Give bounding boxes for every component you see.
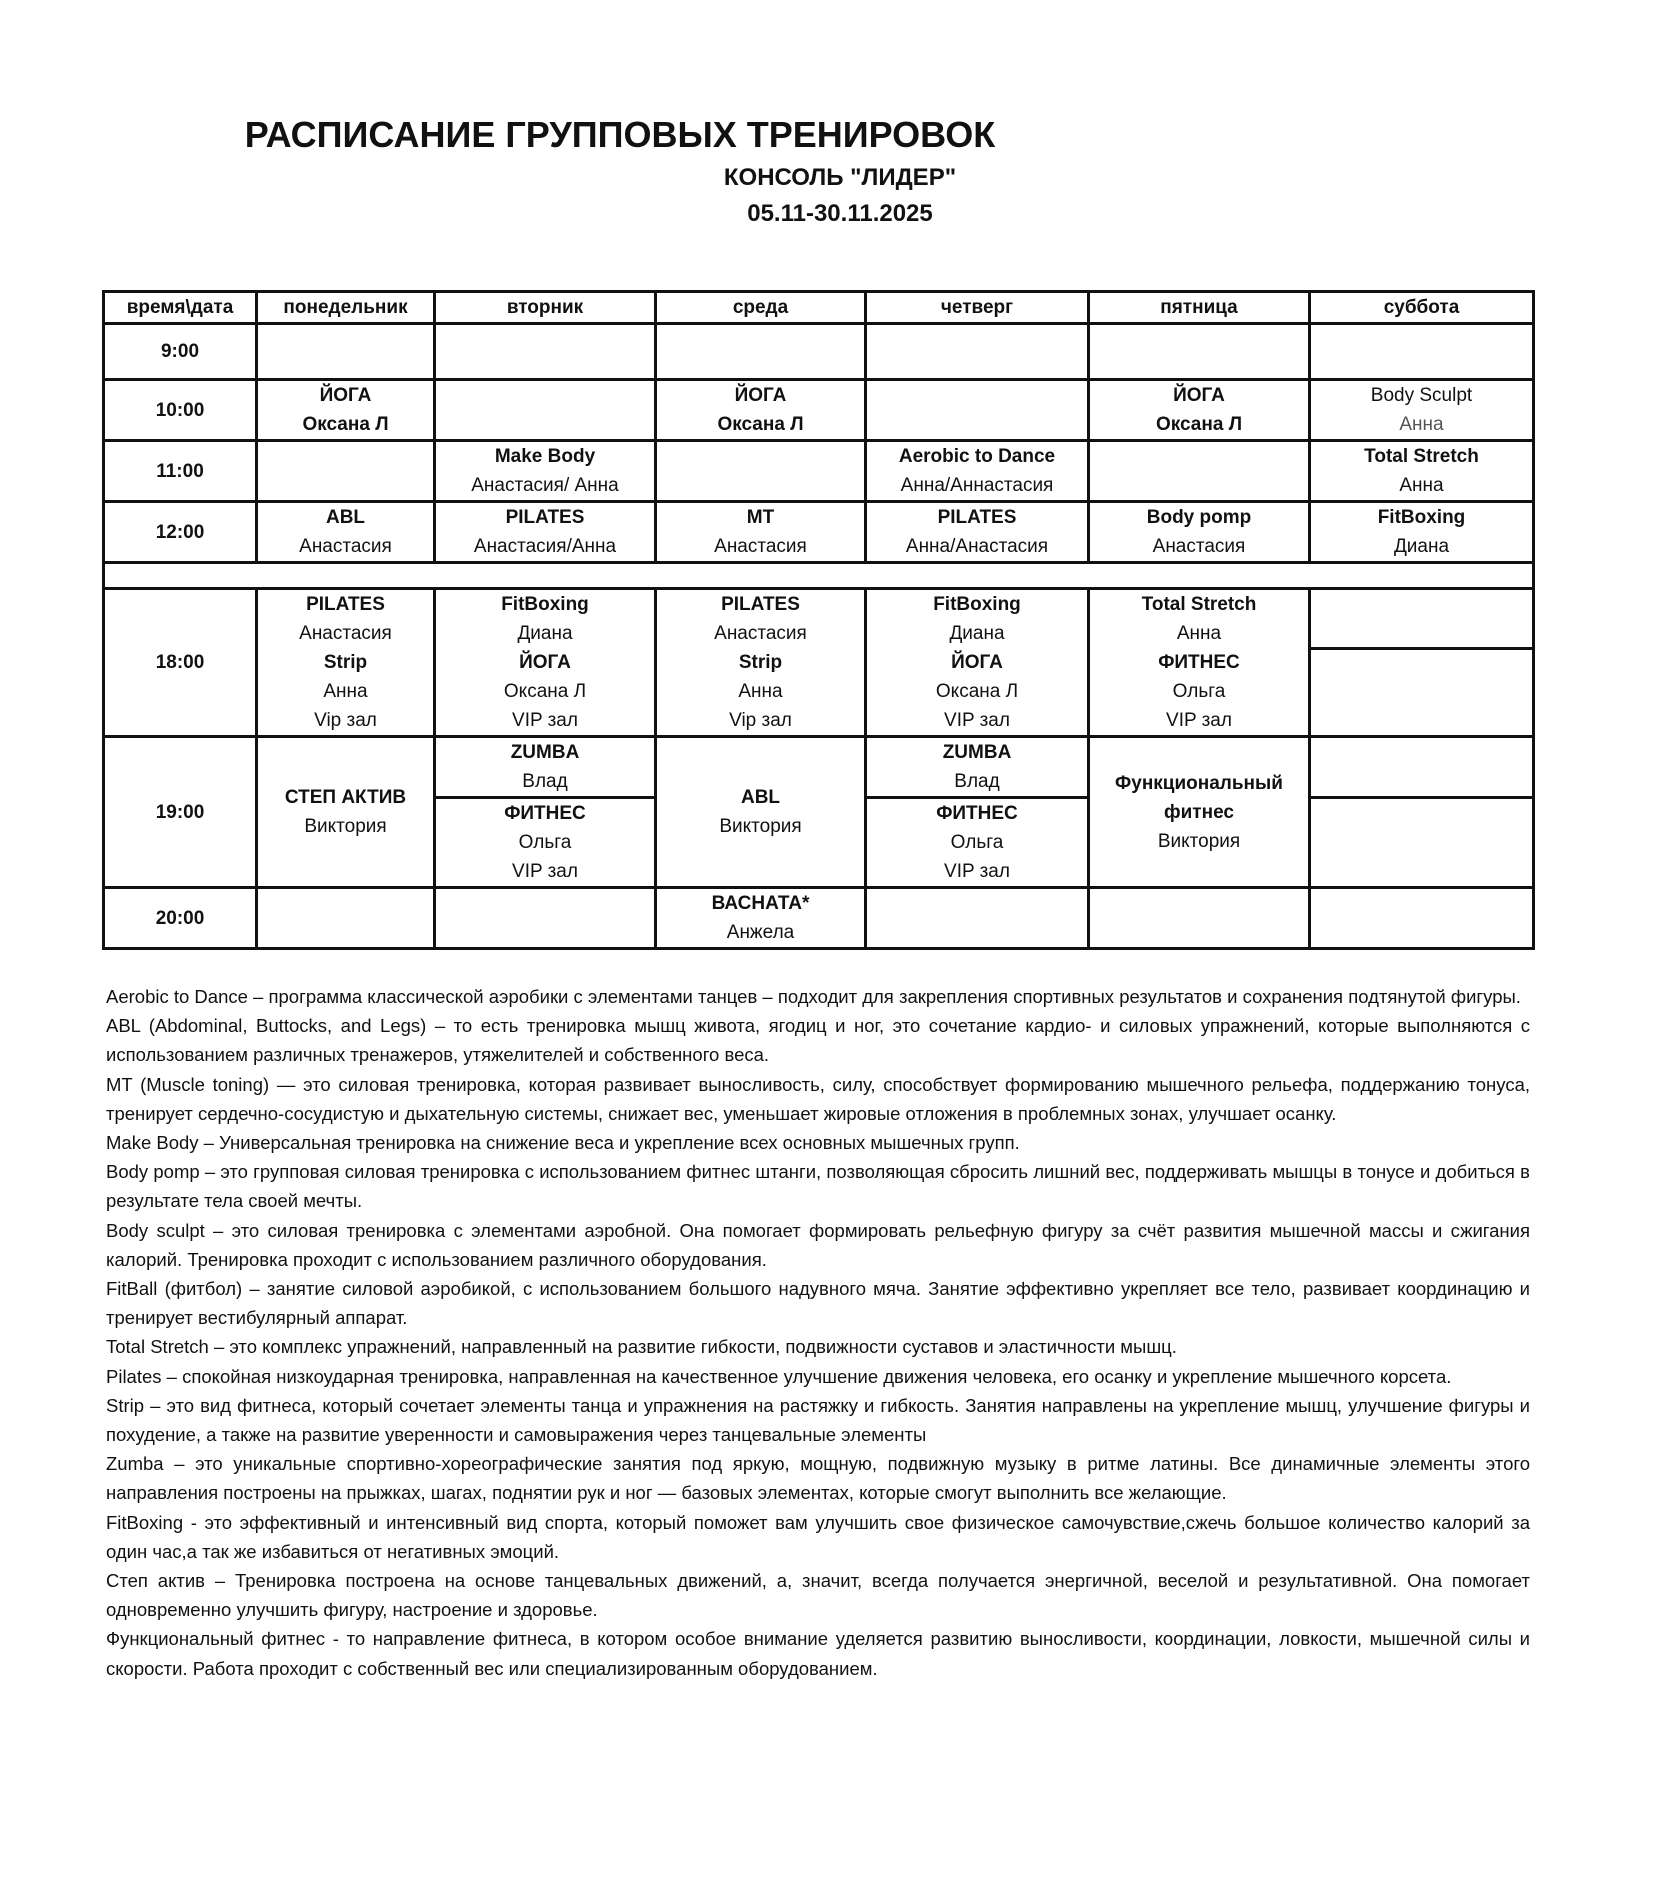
instructor: Оксана Л (1155, 414, 1243, 435)
description-paragraph: Pilates – спокойная низкоударная тренировка, направленная на качественное улучшение движения человека, его осанку и укрепление мышечного корсета. (106, 1365, 1452, 1387)
schedule-cell (435, 380, 656, 441)
time-cell: 18:00 (104, 589, 257, 737)
time-cell: 11:00 (104, 441, 257, 502)
page-title: РАСПИСАНИЕ ГРУППОВЫХ ТРЕНИРОВОК (244, 114, 996, 155)
schedule-cell (866, 737, 1089, 798)
schedule-cell (656, 441, 866, 502)
class-name: FitBoxing (501, 594, 589, 615)
schedule-cell (1310, 502, 1534, 563)
schedule-cell (656, 324, 866, 380)
instructor: Анастасия (714, 536, 807, 557)
instructor: Оксана Л (717, 414, 804, 435)
description-paragraph: Body pomp – это групповая силовая тренировка с использованием фитнес штанги, позволяющая сбросить лишний вес, поддерживать мышцы в тонусе и добиться в результате тела своей мечты. (106, 1161, 1530, 1212)
instructor: Анна/Анастасия (905, 536, 1049, 557)
schedule-cell (1089, 324, 1310, 380)
instructor: Анна (1176, 623, 1222, 644)
class-name: Body pomp (1146, 507, 1252, 528)
schedule-cell (656, 648, 866, 737)
class-name: Make Body (494, 446, 596, 467)
schedule-cell (866, 798, 1089, 888)
table-row (104, 441, 1534, 502)
schedule-cell (257, 324, 435, 380)
instructor: Виктория (304, 816, 387, 837)
time-cell: 10:00 (104, 380, 257, 441)
class-name: фитнес (1164, 801, 1234, 823)
class-name: Total Stretch (1364, 446, 1479, 467)
instructor: Оксана Л (935, 681, 1019, 702)
schedule-cell (656, 380, 866, 441)
schedule-cell (656, 589, 866, 649)
description-paragraph: Make Body – Универсальная тренировка на снижение веса и укрепление всех основных мышечных групп. (106, 1132, 1020, 1154)
room: VIP зал (1166, 710, 1232, 731)
instructor: Ольга (518, 832, 572, 853)
schedule-cell (257, 888, 435, 949)
instructor: Анастасия (299, 623, 392, 644)
schedule-cell (435, 589, 656, 649)
schedule-cell (1089, 502, 1310, 563)
schedule-cell (257, 737, 435, 888)
room: VIP зал (944, 710, 1010, 731)
table-row (104, 648, 1534, 737)
class-name: ВАСНАТА* (711, 893, 810, 914)
instructor: Анастасия (299, 536, 392, 557)
schedule-cell (866, 648, 1089, 737)
schedule-cell (1310, 648, 1534, 737)
class-name: ФИТНЕС (1158, 652, 1240, 673)
class-name: MT (746, 507, 775, 528)
schedule-cell (435, 441, 656, 502)
instructor: Анжела (726, 922, 795, 943)
schedule-cell (257, 589, 435, 649)
table-row (104, 380, 1534, 441)
class-name: Strip (738, 652, 783, 673)
class-name: PILATES (505, 507, 585, 528)
instructor: Анастасия/Анна (473, 536, 617, 557)
instructor: Диана (949, 623, 1005, 644)
schedule-cell (257, 441, 435, 502)
instructor: Диана (1393, 536, 1450, 557)
description-paragraph: Body sculpt – это силовая тренировка с элементами аэробной. Она помогает формировать рельефную фигуру за счёт развития мышечной массы и сжигания калорий. Тренировка проходит с использованием различного оборудования. (106, 1219, 1530, 1270)
instructor: Анастасия (1152, 536, 1246, 557)
schedule-cell (1089, 589, 1310, 649)
schedule-cell (1310, 737, 1534, 798)
schedule-cell (1089, 648, 1310, 737)
description-paragraph: Aerobic to Dance – программа классической аэробики с элементами танцев – подходит для закрепления спортивных результатов и сохранения подтянутой фигуры. (106, 986, 1521, 1007)
schedule-cell (1310, 441, 1534, 502)
schedule-cell (866, 324, 1089, 380)
class-name: PILATES (306, 594, 385, 615)
instructor: Анна (1399, 475, 1444, 496)
column-header: понедельник (257, 292, 435, 324)
description-paragraph: Zumba – это уникальные спортивно-хореографические занятия под яркую, мощную, подвижную музыку в ритме латины. Все динамичные элементы этого направления построены на прыжках, шагах, поднятии рук и ног — базовых элементах, которые смогут выполнить все желающие. (106, 1453, 1530, 1504)
schedule-cell (866, 502, 1089, 563)
class-name: ABL (740, 787, 781, 808)
schedule-cell (1310, 798, 1534, 888)
class-name: ЙОГА (519, 652, 571, 673)
table-row (104, 324, 1534, 380)
class-name: PILATES (721, 594, 800, 615)
instructor: Анна (738, 681, 783, 702)
room: VIP зал (512, 710, 578, 731)
schedule-cell (656, 888, 866, 949)
description-paragraph: FitBall (фитбол) – занятие силовой аэробикой, с использованием большого надувного мяча. Занятие эффективно укрепляет все тело, развивает координацию и тренирует вестибулярный аппарат. (106, 1278, 1530, 1329)
column-header: вторник (435, 292, 656, 324)
instructor: Виктория (719, 816, 802, 837)
room: VIP зал (512, 861, 578, 882)
column-header: время\дата (104, 292, 257, 324)
room: Vip зал (729, 710, 792, 731)
schedule-cell (1089, 380, 1310, 441)
instructor: Анастасия (714, 623, 807, 644)
table-header-row (104, 292, 1534, 324)
schedule-cell (1089, 441, 1310, 502)
room: Vip зал (314, 710, 377, 731)
description-paragraph: Strip – это вид фитнеса, который сочетает элементы танца и упражнения на растяжку и гибкость. Занятия направлены на укрепление мышц, улучшение фигуры и похудение, а также на развитие уверенности и самовыражения через танцевальные элементы (106, 1394, 1530, 1446)
schedule-cell (1089, 888, 1310, 949)
schedule-cell (866, 380, 1089, 441)
table-row (104, 502, 1534, 563)
column-header: среда (656, 292, 866, 324)
schedule-cell (1089, 737, 1310, 888)
instructor: Диана (517, 623, 573, 644)
time-cell: 20:00 (104, 888, 257, 949)
class-name: Body Sculpt (1370, 385, 1473, 406)
table-row (104, 589, 1534, 649)
instructor: Анна/Аннастасия (900, 475, 1054, 496)
instructor: Анастасия/ Анна (471, 475, 619, 496)
schedule-cell (435, 502, 656, 563)
class-name: ЙОГА (951, 652, 1003, 673)
schedule-cell (866, 589, 1089, 649)
schedule-table (102, 290, 1535, 950)
description-paragraph: Функциональный фитнес - то направление фитнеса, в котором особое внимание уделяется развитию выносливости, координации, ловкости, мышечной силы и скорости. Работа проходит с собственный вес или специализированным оборудованием. (106, 1628, 1530, 1679)
schedule-cell (257, 380, 435, 441)
class-name: ZUMBA (510, 742, 580, 763)
table-row (104, 888, 1534, 949)
class-descriptions (106, 982, 1530, 1683)
schedule-cell (1310, 589, 1534, 649)
date-range: 05.11-30.11.2025 (747, 200, 933, 227)
column-header: пятница (1089, 292, 1310, 324)
description-paragraph: Степ актив – Тренировка построена на основе танцевальных движений, а, значит, всегда получается энергичной, веселой и результативной. Она помогает одновременно улучшить фигуру, настроение и здоровье. (106, 1570, 1530, 1621)
description-paragraph: MT (Muscle toning) — это силовая тренировка, которая развивает выносливость, силу, способствует формированию мышечного рельефа, поддержанию тонуса, тренирует сердечно-сосудистую и дыхательную системы, снижает вес, уменьшает жировые отложения в проблемных зонах, улучшает осанку. (106, 1073, 1530, 1124)
instructor: Оксана Л (302, 414, 389, 435)
instructor: Оксана Л (503, 681, 587, 702)
class-name: СТЕП АКТИВ (284, 787, 407, 808)
class-name: Функциональный (1115, 772, 1283, 794)
spacer-row (104, 563, 1534, 589)
time-cell: 9:00 (104, 324, 257, 380)
schedule-cell (656, 502, 866, 563)
schedule-cell (435, 798, 656, 888)
room: VIP зал (944, 861, 1010, 882)
class-name: PILATES (937, 507, 1017, 528)
class-name: ZUMBA (942, 742, 1012, 763)
description-paragraph: FitBoxing - это эффективный и интенсивный вид спорта, который поможет вам улучшить свое физическое самочувствие,сжечь большое количество калорий за один час,а так же избавиться от негативных эмоций. (106, 1511, 1530, 1562)
instructor: Влад (954, 771, 1000, 792)
class-name: ФИТНЕС (504, 803, 586, 824)
spacer-cell (104, 563, 1534, 589)
schedule-cell (435, 737, 656, 798)
instructor: Влад (522, 771, 568, 792)
class-name: ABL (325, 507, 366, 528)
page-subtitle: КОНСОЛЬ "ЛИДЕР" (723, 164, 957, 191)
schedule-cell (435, 324, 656, 380)
schedule-cell (257, 502, 435, 563)
table-row (104, 737, 1534, 798)
column-header: четверг (866, 292, 1089, 324)
class-name: ЙОГА (319, 385, 372, 406)
schedule-cell (1310, 888, 1534, 949)
class-name: ЙОГА (734, 385, 787, 406)
schedule-cell (1310, 324, 1534, 380)
instructor: Виктория (1157, 830, 1241, 852)
time-cell: 19:00 (104, 737, 257, 888)
instructor: Анна (1399, 414, 1444, 435)
description-paragraph: Total Stretch – это комплекс упражнений, направленный на развитие гибкости, подвижности суставов и эластичности мышц. (106, 1336, 1177, 1358)
class-name: FitBoxing (933, 594, 1021, 615)
schedule-cell (866, 888, 1089, 949)
schedule-cell (1310, 380, 1534, 441)
class-name: Total Stretch (1141, 594, 1257, 615)
class-name: Aerobic to Dance (898, 446, 1056, 467)
column-header: суббота (1310, 292, 1534, 324)
schedule-cell (257, 648, 435, 737)
instructor: Ольга (1172, 681, 1226, 702)
class-name: FitBoxing (1377, 507, 1466, 528)
schedule-cell (435, 648, 656, 737)
description-paragraph: ABL (Abdominal, Buttocks, and Legs) – то есть тренировка мышц живота, ягодиц и ног, это сочетание кардио- и силовых упражнений, которые выполняются с использованием различных тренажеров, утяжелителей и собственного веса. (106, 1015, 1530, 1066)
schedule-cell (656, 737, 866, 888)
class-name: ФИТНЕС (936, 803, 1018, 824)
instructor: Анна (323, 681, 368, 702)
instructor: Ольга (950, 832, 1004, 853)
schedule-cell (435, 888, 656, 949)
class-name: ЙОГА (1173, 385, 1225, 406)
class-name: Strip (323, 652, 368, 673)
schedule-cell (866, 441, 1089, 502)
time-cell: 12:00 (104, 502, 257, 563)
